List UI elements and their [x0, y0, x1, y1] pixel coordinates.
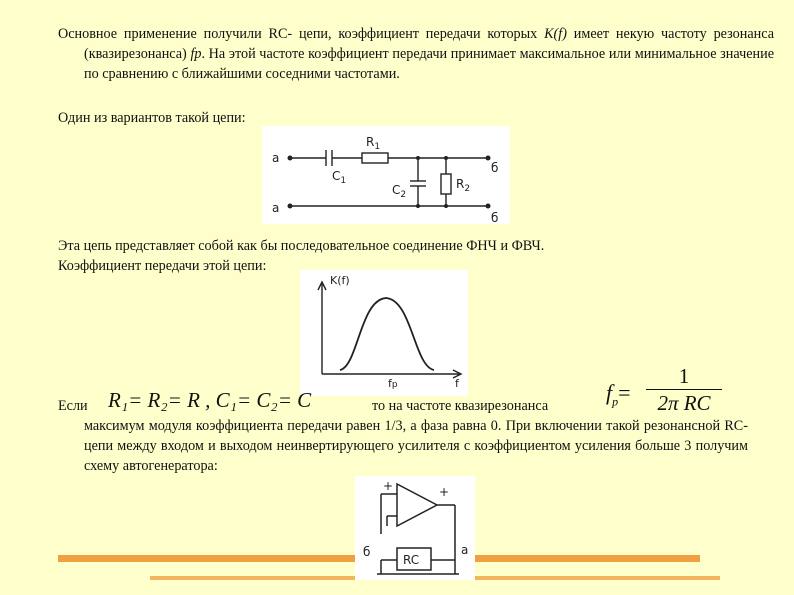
output-bottom-label: б — [491, 211, 499, 224]
formula-denominator: 2π RC — [657, 391, 711, 415]
oscillator-right-label: а — [461, 543, 469, 557]
accent-bar-bottom — [150, 576, 360, 580]
graph-ylabel: K(f) — [330, 274, 350, 287]
r2-label: $R_2$ — [456, 177, 471, 194]
variant-caption: Один из вариантов такой цепи: — [58, 110, 246, 126]
accent-bar-bottom-right — [470, 576, 720, 580]
output-top-label: б — [491, 161, 499, 175]
frequency-response-figure — [300, 270, 468, 396]
condition-then: то на частоте квазирезонанса — [372, 398, 549, 414]
amp-output-plus: + — [439, 485, 450, 499]
equality-formula: R₁= R₂= R , C₁= C₂= C — [108, 388, 312, 412]
accent-bar-top — [58, 555, 358, 562]
amp-input-plus: + — [383, 479, 394, 493]
c1-label: $C_1$ — [332, 169, 347, 186]
intro-paragraph: Основное применение получили RC- цепи, коэффициент передачи которых K(f) имеет некую частоту резонанса (квазирезонанса) fp. На этой частоте коэффициент передачи принимает максимальное или минимальное значение по сравнению с ближайшими соседними частотами. — [58, 26, 774, 82]
condition-if: Если — [58, 398, 88, 414]
graph-xlabel: f — [455, 377, 459, 390]
input-top-label: а — [272, 151, 280, 165]
formula-numerator: 1 — [678, 364, 690, 388]
fp-symbol: fp — [190, 46, 202, 62]
transfer-caption: Коэффициент передачи этой цепи: — [58, 258, 267, 274]
oscillator-circuit-figure — [355, 476, 475, 580]
filter-description: Эта цепь представляет собой как бы последовательное соединение ФНЧ и ФВЧ. — [58, 238, 545, 254]
graph-fp-label: fp — [388, 377, 398, 390]
accent-bar-top-right — [470, 555, 700, 562]
resonance-explanation: максимум модуля коэффициента передачи равен 1/3, а фаза равна 0. При включении такой резонансной RC- цепи между входом и выходом неинвертирующего усилителя с коэффициентом усиления больше 3 получим схему автогенератора: — [84, 418, 748, 474]
frequency-response-graph — [300, 270, 468, 396]
c2-label: $C_2$ — [392, 183, 407, 200]
resonance-formula-lhs: $f_p=$ — [606, 380, 631, 409]
rc-block-label: RC — [403, 553, 420, 567]
oscillator-left-label: б — [363, 545, 371, 559]
rc-circuit-figure — [262, 126, 510, 224]
r1-label: $R_1$ — [366, 135, 381, 152]
input-bottom-label: а — [272, 201, 280, 215]
resonance-formula-fraction — [646, 364, 722, 415]
oscillator-circuit-diagram — [355, 476, 475, 580]
rc-circuit-diagram — [262, 126, 510, 224]
kf-symbol: K(f) — [544, 26, 567, 42]
